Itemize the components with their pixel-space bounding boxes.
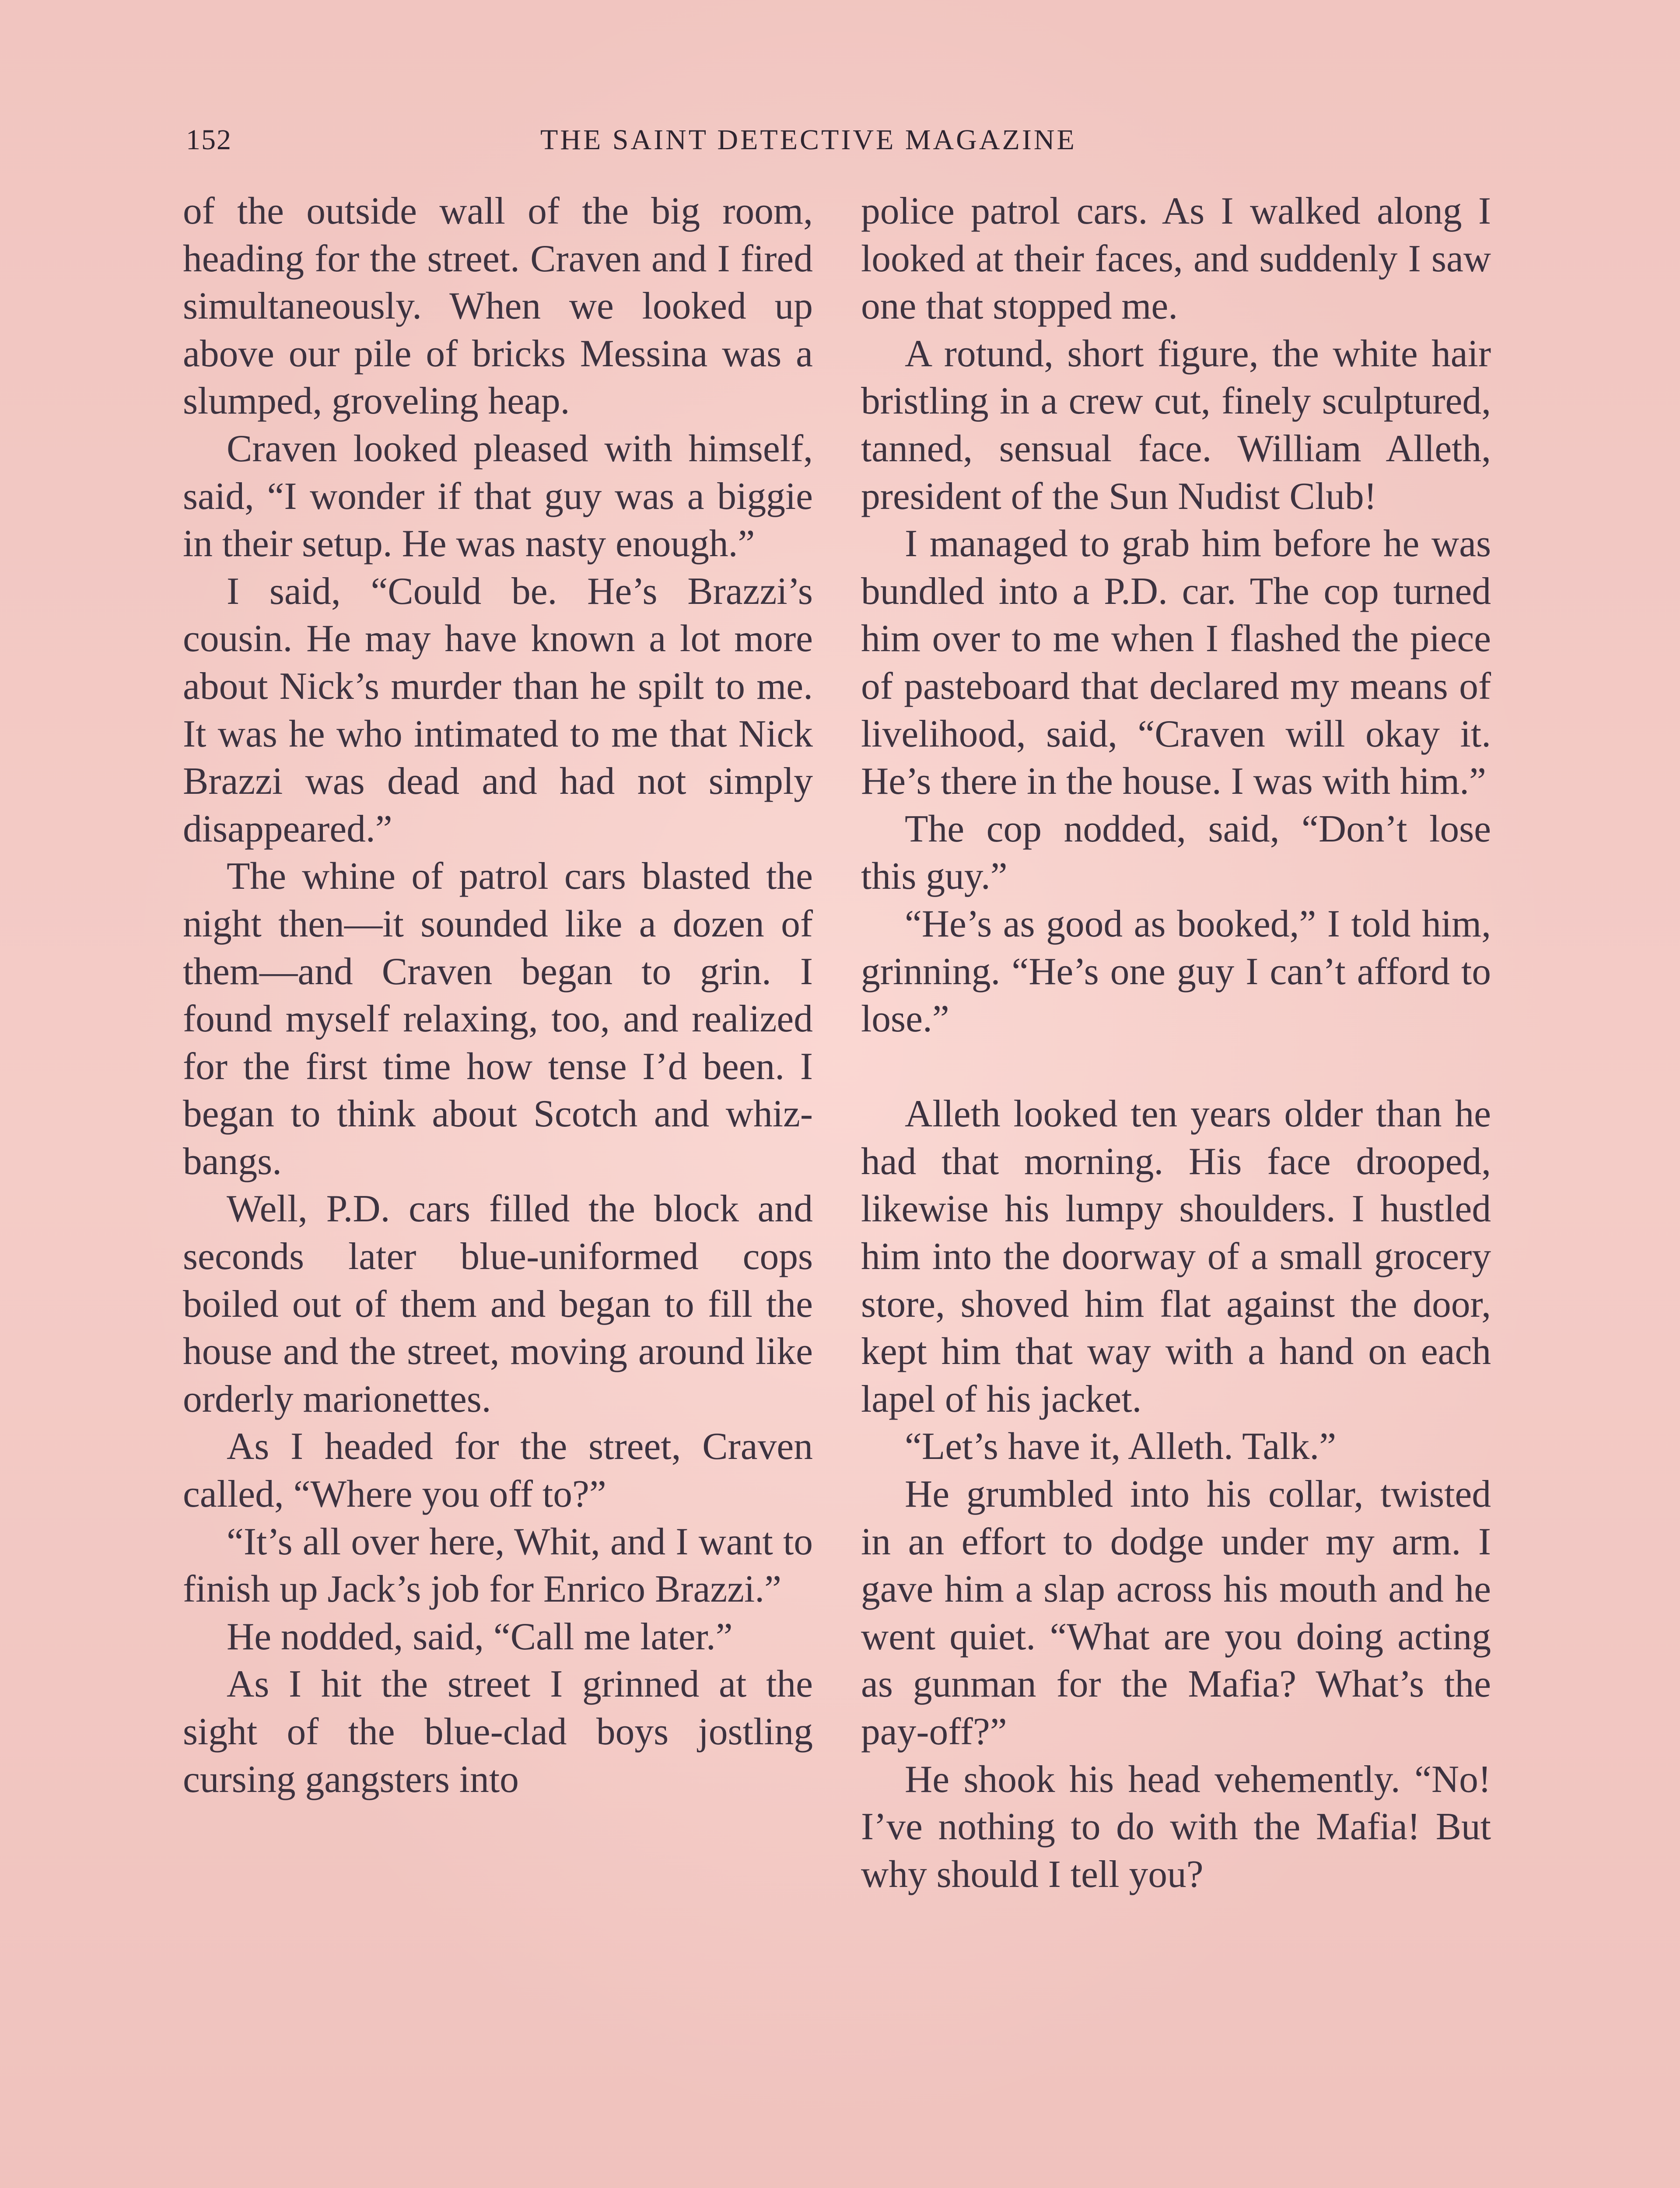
paragraph: Craven looked pleased with himself, said, “I wonder if that guy was a biggie in their setup. He was nasty enough.” xyxy=(183,427,813,565)
paragraph: As I hit the street I grinned at the sight of the blue-clad boys jostling cursing gangsters into xyxy=(183,1662,813,1800)
paragraph: police patrol cars. As I walked along I looked at their faces, and suddenly I saw one that stopped me. xyxy=(861,189,1491,327)
paragraph: A rotund, short figure, the white hair bristling in a crew cut, finely sculptured, tanned, sensual face. William Alleth, president of the Sun Nudist Club! xyxy=(861,332,1491,517)
paragraph: He nodded, said, “Call me later.” xyxy=(227,1615,733,1658)
page-number: 152 xyxy=(186,124,232,156)
text-column-right xyxy=(861,187,1491,1898)
paragraph: The whine of patrol cars blasted the night then—it sounded like a dozen of them—and Craven began to grin. I found myself relaxing, too, and realized for the first time how tense I’d been. I began to think about Scotch and whiz-bangs. xyxy=(183,855,813,1182)
paragraph: He shook his head vehemently. “No! I’ve nothing to do with the Mafia! But why should I tell you? xyxy=(861,1757,1491,1895)
paragraph: Alleth looked ten years older than he had that morning. His face drooped, likewise his lumpy shoulders. I hustled him into the doorway of a small grocery store, shoved him flat against the door, kept him that way with a hand on each lapel of his jacket. xyxy=(861,1092,1491,1420)
page-header xyxy=(186,123,1498,163)
paragraph: As I headed for the street, Craven called, “Where you off to?” xyxy=(183,1425,813,1515)
paragraph: I managed to grab him before he was bundled into a P.D. car. The cop turned him over to me when I flashed the piece of pasteboard that declared my means of livelihood, said, “Craven will okay it. He’s there in the house. I was with him.” xyxy=(861,522,1491,803)
running-head: THE SAINT DETECTIVE MAGAZINE xyxy=(540,124,1077,156)
text-column-left xyxy=(183,187,813,1803)
paragraph: “Let’s have it, Alleth. Talk.” xyxy=(905,1425,1337,1468)
paragraph: “He’s as good as booked,” I told him, grinning. “He’s one guy I can’t afford to lose.” xyxy=(861,902,1491,1040)
paragraph: “It’s all over here, Whit, and I want to finish up Jack’s job for Enrico Brazzi.” xyxy=(183,1520,813,1610)
paragraph: of the outside wall of the big room, heading for the street. Craven and I fired simultaneously. When we looked up above our pile of bricks Messina was a slumped, groveling heap. xyxy=(183,189,813,422)
paragraph: Well, P.D. cars filled the block and seconds later blue-uniformed cops boiled out of them and began to fill the house and the street, moving around like orderly marionettes. xyxy=(183,1187,813,1420)
paragraph: I said, “Could be. He’s Brazzi’s cousin. He may have known a lot more about Nick’s murder than he spilt to me. It was he who intimated to me that Nick Brazzi was dead and had not simply disappeared.” xyxy=(183,569,813,850)
paragraph: He grumbled into his collar, twisted in an effort to dodge under my arm. I gave him a slap across his mouth and he went quiet. “What are you doing acting as gunman for the Mafia? What’s the pay-off?” xyxy=(861,1473,1491,1753)
paragraph: The cop nodded, said, “Don’t lose this guy.” xyxy=(861,807,1491,898)
